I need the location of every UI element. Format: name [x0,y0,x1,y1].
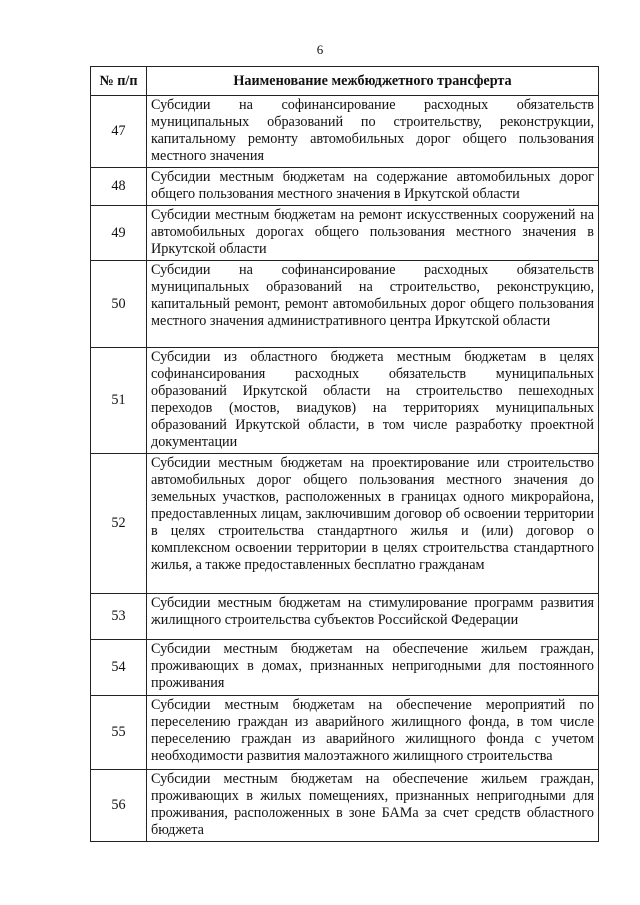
row-name: Субсидии местным бюджетам на обеспечение жильем граждан, проживающих в жилых помещениях, признанных непригодными для проживания, расположенных в зоне БАМа за счет средств областного бюджета [147,770,599,842]
transfers-table [90,66,599,842]
row-name: Субсидии местным бюджетам на проектирование или строительство автомобильных дорог общего пользования местного значения до земельных участков, расположенных в границах одного микрорайона, предоставленных лицам, заключившим договор об освоении территории в целях строительства стандартного жилья и (или) договор о комплексном освоении территории в целях строительства стандартного жилья, а также предоставленных бесплатно гражданам [147,454,599,594]
row-name: Субсидии на софинансирование расходных обязательств муниципальных образований на строительство, реконструкцию, капитальный ремонт, ремонт автомобильных дорог общего пользования местного значения административного центра Иркутской области [147,261,599,348]
row-name: Субсидии на софинансирование расходных обязательств муниципальных образований по строительству, реконструкции, капитальному ремонту автомобильных дорог общего пользования местного значения [147,96,599,168]
table-row [91,696,599,770]
table-row [91,640,599,696]
row-number: 55 [91,696,147,770]
table-row [91,96,599,168]
row-name: Субсидии местным бюджетам на стимулирование программ развития жилищного строительства субъектов Российской Федерации [147,594,599,640]
page-number: 6 [316,42,324,57]
table-row [91,348,599,454]
table-header-row [91,67,599,96]
row-name: Субсидии из областного бюджета местным бюджетам в целях софинансирования расходных обязательств муниципальных образований Иркутской области на строительство пешеходных переходов (мостов, виадуков) на территориях муниципальных образований Иркутской области, в том числе разработку проектной документации [147,348,599,454]
header-number: № п/п [91,67,147,96]
row-name: Субсидии местным бюджетам на обеспечение мероприятий по переселению граждан из аварийного жилищного фонда, в том числе переселению граждан из аварийного жилищного фонда с учетом необходимости развития малоэтажного жилищного строительства [147,696,599,770]
row-number: 56 [91,770,147,842]
row-number: 51 [91,348,147,454]
row-number: 50 [91,261,147,348]
table-row [91,261,599,348]
row-number: 52 [91,454,147,594]
row-name: Субсидии местным бюджетам на содержание автомобильных дорог общего пользования местного значения в Иркутской области [147,168,599,206]
table-row [91,770,599,842]
table-row [91,206,599,261]
table-row [91,594,599,640]
row-number: 53 [91,594,147,640]
row-name: Субсидии местным бюджетам на обеспечение жильем граждан, проживающих в домах, признанных непригодными для постоянного проживания [147,640,599,696]
row-number: 48 [91,168,147,206]
header-name: Наименование межбюджетного трансферта [147,67,599,96]
table-row [91,168,599,206]
row-number: 54 [91,640,147,696]
row-name: Субсидии местным бюджетам на ремонт искусственных сооружений на автомобильных дорогах общего пользования местного значения в Иркутской области [147,206,599,261]
row-number: 49 [91,206,147,261]
row-number: 47 [91,96,147,168]
table-row [91,454,599,594]
